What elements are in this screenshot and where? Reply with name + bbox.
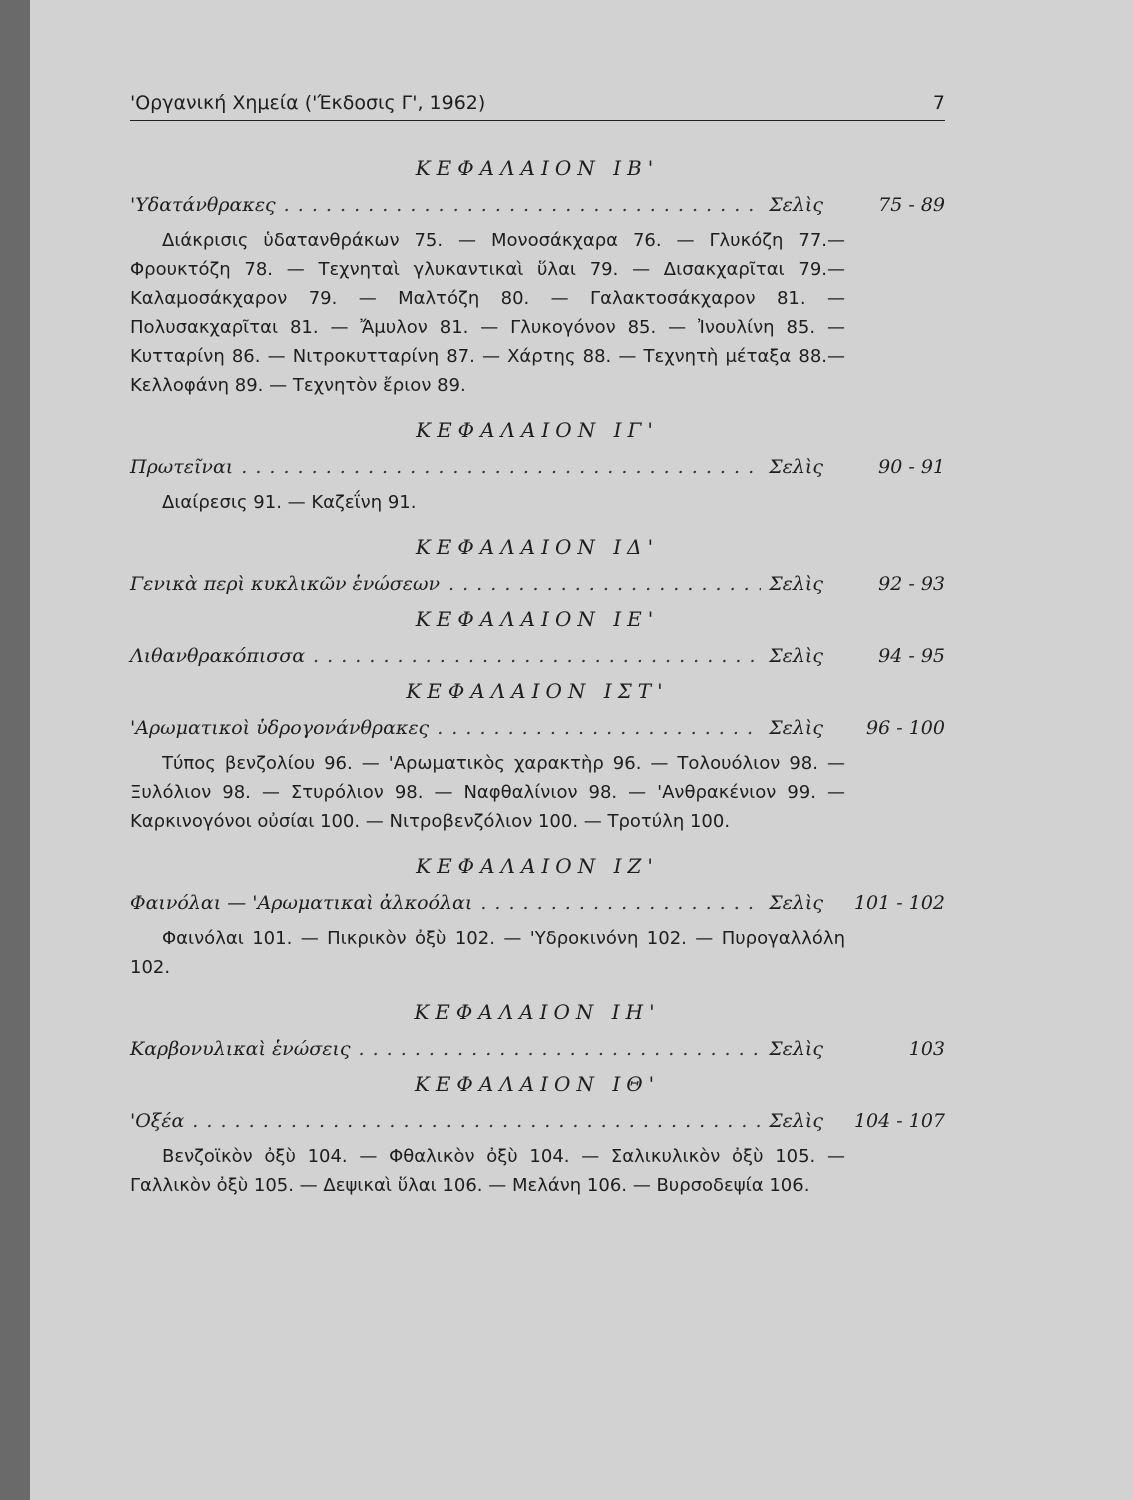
dot-leader	[437, 717, 761, 739]
dot-leader	[359, 1038, 762, 1060]
entry-description: Διάκρισις ὑδατανθράκων 75. — Μονοσάκχαρα 76. — Γλυκόζη 77.— Φρουκτόζη 78. — Τεχνηταὶ γλυκαντικαὶ ὕλαι 79. — Δισακχαρῖται 79.— Καλαμοσάκχαρον 79. — Μαλτόζη 80. — Γαλακτοσάκχαρον 81. — Πολυσακχαρῖται 81. — Ἄμυλον 81. — Γλυκογόνον 85. — Ἰνουλίνη 85. — Κυτταρίνη 86. — Νιτροκυτταρίνη 87. — Χάρτης 88. — Τεχνητὴ μέταξα 88.— Κελλοφάνη 89. — Τεχνητὸν ἔριον 89.	[130, 230, 845, 396]
dot-leader	[241, 456, 761, 478]
entry-title: Καρβονυλικαὶ ἑνώσεις	[130, 1038, 351, 1060]
page-label: Σελὶς	[769, 573, 823, 595]
entry-title: 'Υδατάνθρακες	[130, 194, 276, 216]
chapter-section	[130, 418, 945, 517]
entry-description: Διαίρεσις 91. — Καζεΐνη 91.	[162, 492, 417, 513]
page-label: Σελὶς	[769, 456, 823, 478]
page-range: 75 - 89	[878, 194, 945, 216]
entry-description: Τύπος βενζολίου 96. — 'Αρωματικὸς χαρακτὴρ 96. — Τολουόλιον 98. — Ξυλόλιον 98. — Στυρόλιον 98. — Ναφθαλίνιον 98. — 'Ανθρακένιον 99. — Καρκινογόνοι οὐσίαι 100. — Νιτροβενζόλιον 100. — Τροτύλη 100.	[130, 753, 845, 832]
dot-leader	[448, 573, 761, 595]
page-label: Σελὶς	[769, 1038, 823, 1060]
chapter-heading: ΚΕΦΑΛΑΙΟΝ ΙΘ'	[414, 1072, 661, 1096]
page-range: 90 - 91	[878, 456, 945, 478]
toc-entry	[130, 717, 945, 739]
chapter-heading: ΚΕΦΑΛΑΙΟΝ ΙΒ'	[415, 156, 660, 180]
chapter-section	[130, 679, 945, 836]
chapter-heading: ΚΕΦΑΛΑΙΟΝ ΙΖ'	[416, 854, 659, 878]
header-title: 'Οργανική Χημεία ('Έκδοσις Γ', 1962)	[130, 92, 486, 114]
chapter-section	[130, 1000, 945, 1060]
running-header	[130, 92, 945, 121]
entry-description: Φαινόλαι 101. — Πικρικὸν ὀξὺ 102. — 'Υδροκινόνη 102. — Πυρογαλλόλη 102.	[130, 928, 845, 978]
entry-title: 'Οξέα	[130, 1110, 185, 1132]
page-range: 101 - 102	[853, 892, 945, 914]
chapter-section	[130, 156, 945, 400]
dot-leader	[313, 645, 761, 667]
page-label: Σελὶς	[769, 892, 823, 914]
chapter-heading: ΚΕΦΑΛΑΙΟΝ ΙΓ'	[416, 418, 659, 442]
chapter-section	[130, 535, 945, 595]
dot-leader	[192, 1110, 761, 1132]
entry-title: Γενικὰ περὶ κυκλικῶν ἑνώσεων	[130, 573, 441, 595]
page-number: 7	[932, 92, 945, 114]
table-of-contents	[130, 150, 945, 1218]
page-range: 104 - 107	[853, 1110, 945, 1132]
dot-leader	[480, 892, 761, 914]
page-range: 92 - 93	[878, 573, 945, 595]
page-range: 96 - 100	[866, 717, 945, 739]
chapter-heading: ΚΕΦΑΛΑΙΟΝ ΙΗ'	[414, 1000, 661, 1024]
entry-title: 'Αρωματικοὶ ὑδρογονάνθρακες	[130, 717, 430, 739]
toc-entry	[130, 892, 945, 914]
toc-entry	[130, 194, 945, 216]
chapter-section	[130, 854, 945, 982]
page-label: Σελὶς	[769, 1110, 823, 1132]
chapter-heading: ΚΕΦΑΛΑΙΟΝ ΙΣΤ'	[406, 679, 669, 703]
toc-entry	[130, 573, 945, 595]
binding-shadow	[0, 0, 30, 1500]
page-range: 103	[908, 1038, 945, 1060]
entry-title: Πρωτεῖναι	[130, 456, 234, 478]
page-label: Σελὶς	[769, 717, 823, 739]
page-label: Σελὶς	[769, 194, 823, 216]
page-range: 94 - 95	[878, 645, 945, 667]
entry-description: Βενζοϊκὸν ὀξὺ 104. — Φθαλικὸν ὀξὺ 104. — Σαλικυλικὸν ὀξὺ 105. — Γαλλικὸν ὀξὺ 105. — Δεψικαὶ ὕλαι 106. — Μελάνη 106. — Βυρσοδεψία 106.	[130, 1146, 845, 1196]
chapter-heading: ΚΕΦΑΛΑΙΟΝ ΙΔ'	[415, 535, 660, 559]
page-label: Σελὶς	[769, 645, 823, 667]
entry-title: Λιθανθρακόπισσα	[130, 645, 306, 667]
chapter-section	[130, 607, 945, 667]
toc-entry	[130, 1110, 945, 1132]
chapter-section	[130, 1072, 945, 1200]
toc-entry	[130, 456, 945, 478]
toc-entry	[130, 645, 945, 667]
chapter-heading: ΚΕΦΑΛΑΙΟΝ ΙΕ'	[415, 607, 660, 631]
dot-leader	[284, 194, 762, 216]
toc-entry	[130, 1038, 945, 1060]
entry-title: Φαινόλαι — 'Αρωματικαὶ ἀλκοόλαι	[130, 892, 473, 914]
